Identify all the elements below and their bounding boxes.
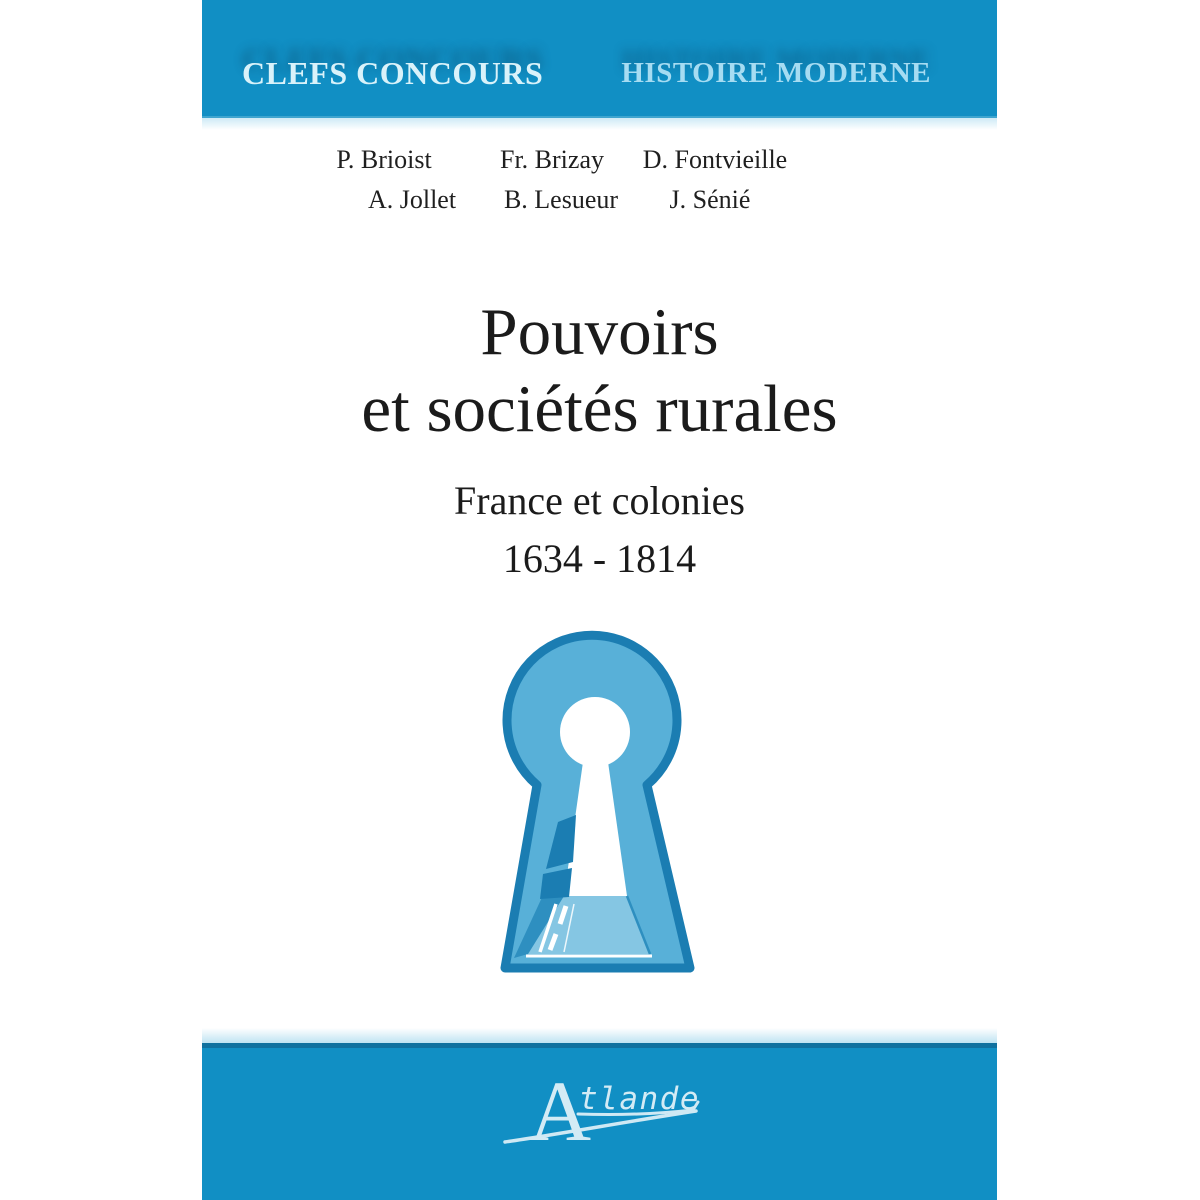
- keyhole-road-icon: [460, 612, 740, 984]
- collection-label: CLEFS CONCOURS: [242, 55, 544, 91]
- author-name: J. Sénié: [669, 185, 751, 214]
- author-name: B. Lesueur: [503, 185, 619, 214]
- publisher-banner: [202, 1043, 997, 1200]
- publisher-initial: A: [528, 1071, 592, 1159]
- top-banner: [202, 0, 997, 118]
- author-name: A. Jollet: [367, 185, 457, 214]
- title-line-2: et sociétés rurales: [361, 372, 838, 447]
- title-line-1: Pouvoirs: [480, 295, 719, 369]
- top-banner-glow: [202, 118, 997, 130]
- atlande-logo: [500, 1071, 720, 1163]
- book-title: [202, 294, 997, 448]
- publisher-name: tlande: [579, 1081, 700, 1117]
- atlande-logo-icon: [500, 1071, 720, 1163]
- series-label: HISTOIRE MODERNE: [621, 57, 931, 89]
- bottom-banner-glow: [202, 1028, 997, 1043]
- subtitle-line-2: 1634 - 1814: [502, 536, 697, 581]
- keyhole-hole: [560, 697, 630, 767]
- book-subtitle: [202, 472, 997, 588]
- author-name: D. Fontvieille: [642, 145, 788, 174]
- subtitle-line-1: France et colonies: [454, 478, 745, 523]
- author-name: P. Brioist: [336, 145, 432, 174]
- book-cover: [202, 0, 997, 1200]
- keyhole-logo: [460, 612, 740, 984]
- author-name: Fr. Brizay: [500, 145, 604, 174]
